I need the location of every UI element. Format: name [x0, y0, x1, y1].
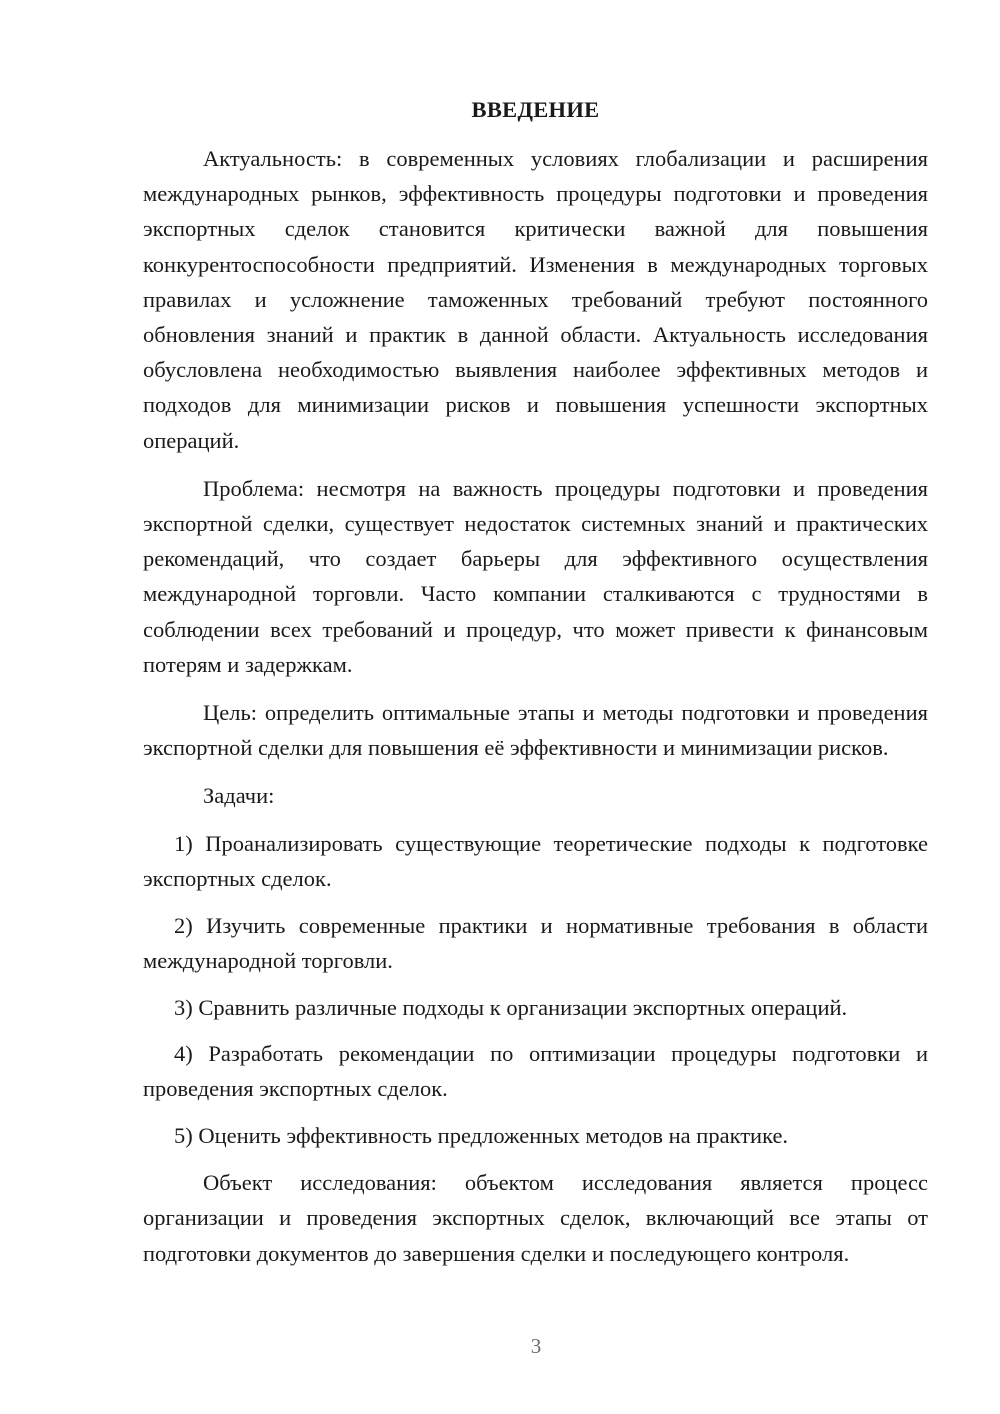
task-item-4: 4) Разработать рекомендации по оптимизации процедуры подготовки и проведения экспортных сделок. [143, 1040, 928, 1101]
task-item-2: 2) Изучить современные практики и нормативные требования в области международной торговли. [143, 913, 928, 974]
tasks-heading: Задачи: [203, 783, 275, 809]
paragraph-problem: Проблема: несмотря на важность процедуры подготовки и проведения экспортной сделки, существует недостаток системных знаний и практических рекомендаций, что создает барьеры для эффективного осуществления международной торговли. Часто компании сталкиваются с трудностями в соблюдении всех требований и процедур, что может привести к финансовым потерям и задержкам. [143, 475, 928, 677]
paragraph-goal: Цель: определить оптимальные этапы и методы подготовки и проведения экспортной сделки для повышения её эффективности и минимизации рисков. [143, 700, 928, 761]
task-item-3: 3) Сравнить различные подходы к организации экспортных операций. [174, 995, 848, 1021]
document-page [143, 92, 928, 1271]
task-item-5: 5) Оценить эффективность предложенных методов на практике. [174, 1123, 789, 1149]
page-number: 3 [530, 1334, 542, 1358]
paragraph-object: Объект исследования: объектом исследования является процесс организации и проведения экспортных сделок, включающий все этапы от подготовки документов до завершения сделки и последующего контроля. [143, 1170, 928, 1266]
section-title: ВВЕДЕНИЕ [471, 97, 600, 122]
task-item-1: 1) Проанализировать существующие теоретические подходы к подготовке экспортных сделок. [143, 830, 928, 891]
paragraph-relevance: Актуальность: в современных условиях глобализации и расширения международных рынков, эффективность процедуры подготовки и проведения экспортных сделок становится критически важной для повышения конкурентоспособности предприятий. Изменения в международных торговых правилах и усложнение таможенных требований требуют постоянного обновления знаний и практик в данной области. Актуальность исследования обусловлена необходимостью выявления наиболее эффективных методов и подходов для минимизации рисков и повышения успешности экспортных операций. [143, 146, 928, 453]
